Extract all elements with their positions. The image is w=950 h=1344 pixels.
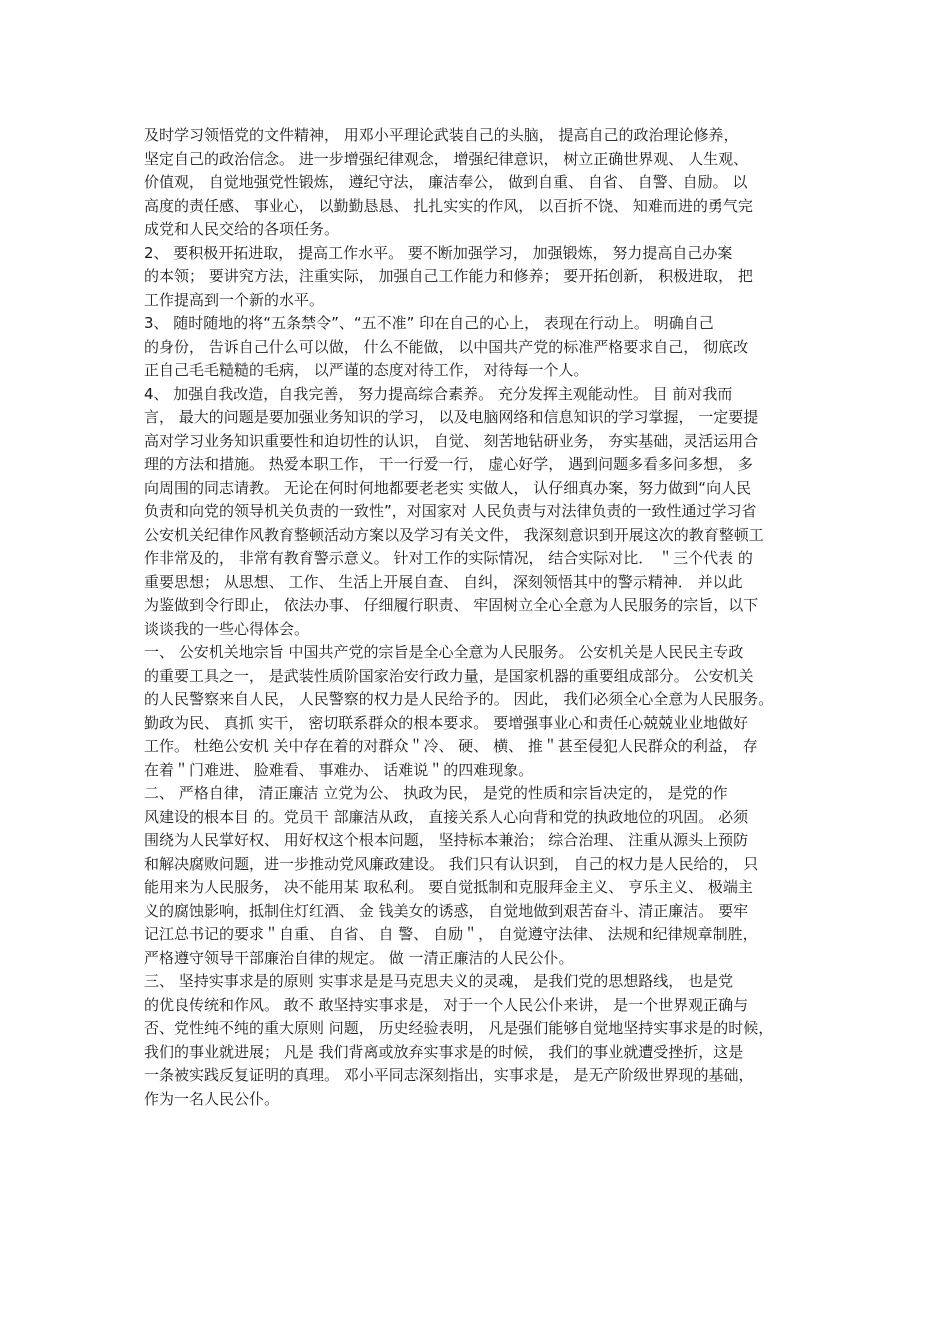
text-line: 能用来为人民服务， 决不能用某 取私利。 要自觉抵制和克服拜金主义、 亨乐主义、 极端主 xyxy=(144,878,753,896)
text-line: 我们的事业就进展； 凡是 我们背离或放弃实事求是的时候， 我们的事业就遭受挫折，这是 xyxy=(144,1042,744,1061)
text-line: 价值观， 自觉地强党性锻炼， 遵纪守法， 廉洁奉公， 做到自重、 自省、 自警、自励。 以 xyxy=(144,173,748,191)
text-line: 3、 随时随地的将“五条禁令”、“五不准” 印在自己的心上， 表现在行动上。 明确自己 xyxy=(144,314,714,332)
text-line: 的优良传统和作风。 敢不 敢坚持实事求是， 对于一个人民公仆来讲， 是一个世界观正确与 xyxy=(144,995,749,1014)
text-line: 勤政为民、 真抓 实干， 密切联系群众的根本要求。 要增强事业心和责任心兢兢业业地做好 xyxy=(144,713,749,732)
document-body xyxy=(144,124,816,1111)
text-line: 二、 严格自律， 清正廉洁 立党为公、 执政为民， 是党的性质和宗旨决定的， 是党的作 xyxy=(144,784,728,802)
text-line: 在着＂门难进、 脸难看、 事难办、 话难说＂的四难现象。 xyxy=(144,760,534,779)
text-line: 2、 要积极开拓进取， 提高工作水平。 要不断加强学习， 加强锻炼， 努力提高自己办案 xyxy=(144,243,733,262)
text-line: 的本领； 要讲究方法，注重实际， 加强自己工作能力和修养； 要开拓创新， 积极进取， 把 xyxy=(144,267,753,285)
text-line: 正自己毛毛糙糙的毛病， 以严谨的态度对待工作， 对待每一个人。 xyxy=(144,361,589,379)
text-line: 风建设的根本目 的。党员干 部廉洁从政， 直接关系人心向背和党的执政地位的巩固。 必须 xyxy=(144,807,749,826)
text-line: 的人民警察来自人民， 人民警察的权力是人民给予的。 因此， 我们必须全心全意为人民服务。 xyxy=(144,690,774,708)
text-line: 工作提高到一个新的水平。 xyxy=(144,290,325,309)
text-line: 4、 加强自我改造，自我完善， 努力提高综合素养。 充分发挥主观能动性。 目 前对我而 xyxy=(144,384,733,403)
text-line: 和解决腐败问题，进一步推动党风廉政建设。 我们只有认识到， 自己的权力是人民给的， 只 xyxy=(144,854,759,873)
text-line: 三、 坚持实事求是的原则 实事求是是马克思夫义的灵魂， 是我们党的思想路线， 也是党 xyxy=(144,972,734,990)
text-line: 高对学习业务知识重要性和迫切性的认识， 自觉、 刻苦地钻研业务， 夯实基础，灵活运用合 xyxy=(144,431,759,450)
text-line: 围绕为人民掌好权、 用好权这个根本问题， 坚持标本兼治； 综合治理、 注重从源头上预防 xyxy=(144,831,749,849)
text-line: 严格遵守领导干部廉治自律的规定。 做 一清正廉洁的人民公仆。 xyxy=(144,948,574,967)
text-line: 作为一名人民公仆。 xyxy=(144,1089,280,1108)
text-line: 理的方法和措施。 热爱本职工作， 干一行爱一行， 虚心好学， 遇到问题多看多问多想， 多 xyxy=(144,455,753,473)
text-line: 的重要工具之一， 是武装性质阶国家治安行政力量，是国家机器的重要组成部分。 公安机关 xyxy=(144,666,754,685)
text-line: 坚定自己的政治信念。 进一步增强纪律观念， 增强纪律意识， 树立正确世界观、 人生观、 xyxy=(144,149,749,168)
text-line: 重要思想； 从思想、 工作、 生活上开展自查、 自纠， 深刻领悟其中的警示精神． 并以此 xyxy=(144,572,743,591)
text-line: 一条被实践反复证明的真理。 邓小平同志深刻指出，实事求是， 是无产阶级世界现的基础， xyxy=(144,1066,754,1084)
text-line: 为鉴做到令行即止， 依法办事、 仔细履行职责、 牢固树立全心全意为人民服务的宗旨，以下 xyxy=(144,596,759,614)
text-line: 一、 公安机关地宗旨 中国共产党的宗旨是全心全意为人民服务。 公安机关是人民民主专政 xyxy=(144,643,744,661)
text-line: 的身份， 告诉自己什么可以做， 什么不能做， 以中国共产党的标准严格要求自己， 彻底改 xyxy=(144,337,749,356)
text-line: 记江总书记的要求＂自重、 自省、 自 警、 自励＂， 自觉遵守法律、 法规和纪律规章制胜， xyxy=(144,925,758,943)
text-line: 否、党性纯不纯的重大原则 问题， 历史经验表明， 凡是强们能够自觉地坚持实事求是的时候， xyxy=(144,1019,774,1037)
text-line: 谈谈我的一些心得体会。 xyxy=(144,619,310,638)
text-line: 负责和向党的领导机关负责的一致性”，对国家对 人民负责与对法律负责的一致性通过学习省 xyxy=(144,502,757,520)
text-line: 工作。 杜绝公安机 关中存在着的对群众＂冷、 硬、 横、 推＂甚至侵犯人民群众的利益， 存 xyxy=(144,737,758,755)
text-line: 义的腐蚀影响，抵制住灯红酒、 金 钱美女的诱惑， 自觉地做到艰苦奋斗、清正廉洁。 要牢 xyxy=(144,901,749,920)
text-line: 及时学习领悟党的文件精神， 用邓小平理论武装自己的头脑， 提高自己的政治理论修养， xyxy=(144,126,739,144)
text-line: 成党和人民交给的各项任务。 xyxy=(144,220,340,238)
text-line: 作非常及的， 非常有教育警示意义。 针对工作的实际情况， 结合实际对比． ＂三个代表 的 xyxy=(144,549,753,567)
text-line: 言， 最大的问题是要加强业务知识的学习， 以及电脑网络和信息知识的学习掌握， 一定要提 xyxy=(144,408,759,426)
text-line: 高度的责任感、 事业心， 以勤勤恳恳、 扎扎实实的作风， 以百折不饶、 知难而进的勇气完 xyxy=(144,196,753,215)
text-line: 向周围的同志请教。 无论在何时何地都要老老实 实做人， 认仔细真办案，努力做到“向人民 xyxy=(144,478,752,497)
text-line: 公安机关纪律作风教育整顿活动方案以及学习有关文件， 我深刻意识到开展这次的教育整顿工 xyxy=(144,525,764,544)
